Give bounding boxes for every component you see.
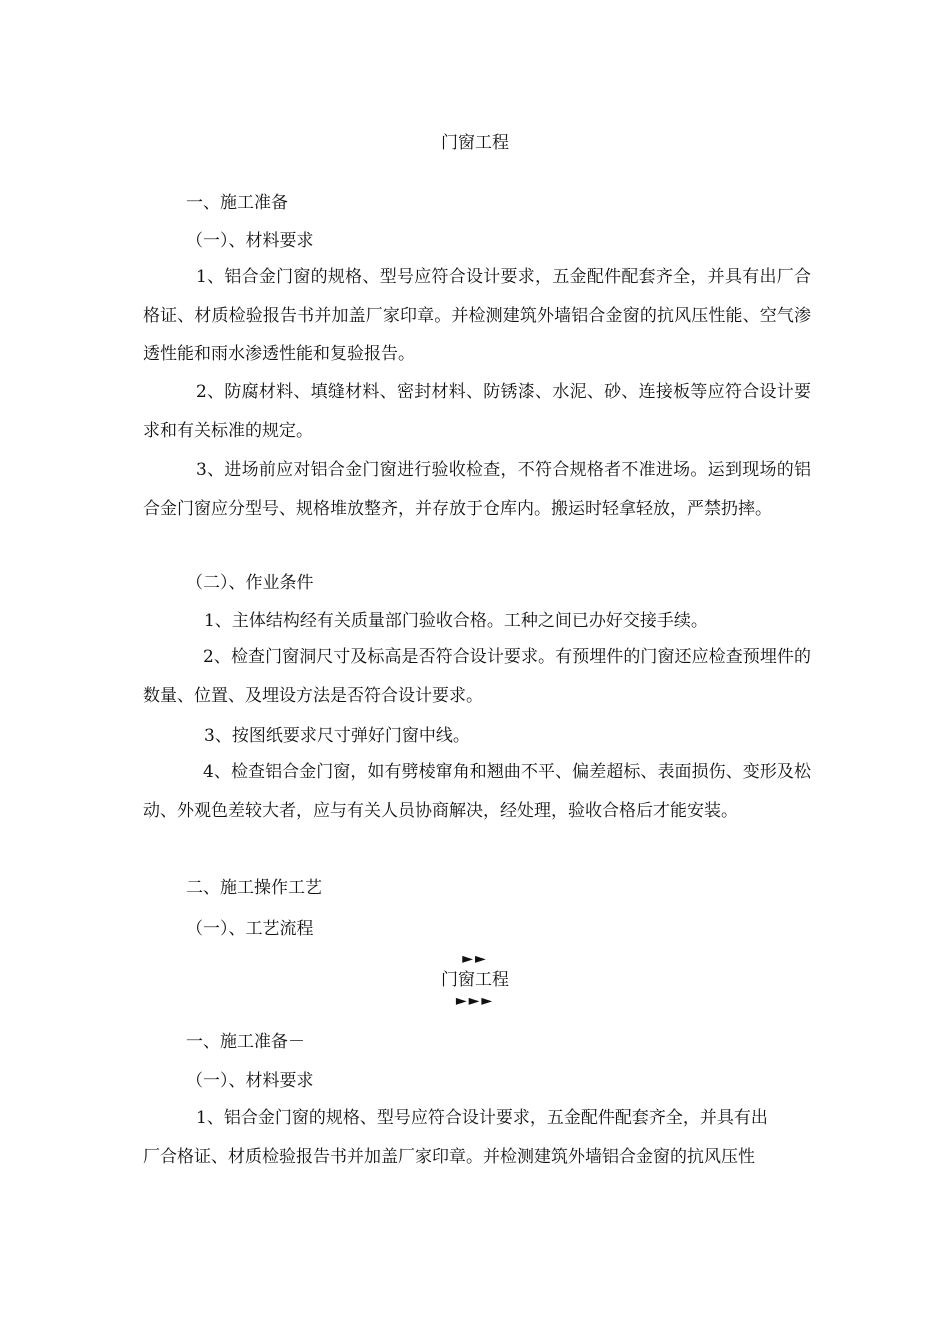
repeat-section-heading-1: 一、施工准备－: [186, 1032, 305, 1052]
paragraph-materials-1: 1、铝合金门窗的规格、型号应符合设计要求，五金配件配套齐全，并具有出厂合格证、材质检验报告书并加盖厂家印章。并检测建筑外墙铝合金窗的抗风压性能、空气渗透性能和雨水渗透性能和复验报告。: [143, 267, 811, 364]
repeat-paragraph-line-1: 1、铝合金门窗的规格、型号应符合设计要求，五金配件配套齐全，并具有出: [196, 1108, 768, 1128]
paragraph-materials-2: 2、防腐材料、填缝材料、密封材料、防锈漆、水泥、砂、连接板等应符合设计要求和有关标准的规定。: [143, 382, 811, 441]
section-heading-2: 二、施工操作工艺: [186, 878, 322, 898]
section-heading-1: 一、施工准备: [186, 193, 288, 213]
arrow-marker-bottom: ►►►: [455, 993, 495, 1009]
subsection-heading-process: （一）、工艺流程: [186, 919, 314, 939]
paragraph-materials-3: 3、进场前应对铝合金门窗进行验收检查，不符合规格者不准进场。运到现场的铝合金门窗应分型号、规格堆放整齐，并存放于仓库内。搬运时轻拿轻放，严禁扔摔。: [143, 460, 811, 519]
arrow-marker-top: ►►: [462, 951, 488, 967]
paragraph-conditions-3: 3、按图纸要求尺寸弹好门窗中线。: [204, 726, 470, 746]
repeat-title: 门窗工程: [441, 970, 509, 990]
paragraph-conditions-2: 2、检查门窗洞尺寸及标高是否符合设计要求。有预埋件的门窗还应检查预埋件的数量、位置、及埋设方法是否符合设计要求。: [143, 647, 811, 706]
paragraph-conditions-1: 1、主体结构经有关质量部门验收合格。工种之间已办好交接手续。: [204, 611, 708, 631]
repeat-paragraph-line-2: 厂合格证、材质检验报告书并加盖厂家印章。并检测建筑外墙铝合金窗的抗风压性: [143, 1147, 755, 1167]
subsection-heading-materials: （一）、材料要求: [186, 231, 314, 251]
subsection-heading-conditions: （二）、作业条件: [186, 573, 314, 593]
document-title: 门窗工程: [441, 133, 509, 153]
repeat-subsection-heading-materials: （一）、材料要求: [186, 1071, 314, 1091]
paragraph-conditions-4: 4、检查铝合金门窗，如有劈棱窜角和翘曲不平、偏差超标、表面损伤、变形及松动、外观色差较大者，应与有关人员协商解决，经处理，验收合格后才能安装。: [143, 762, 811, 821]
